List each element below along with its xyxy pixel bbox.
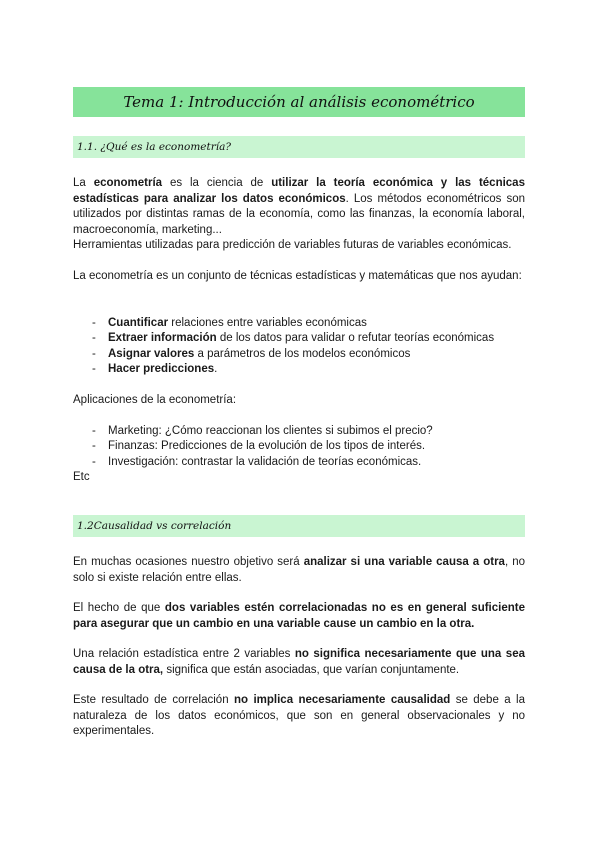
section-2-banner [73, 515, 525, 537]
list-item: - Asignar valores a parámetros de los modelos económicos [92, 348, 411, 360]
section-1-heading: 1.1. ¿Qué es la econometría? [77, 141, 231, 153]
etc-text: Etc [73, 471, 90, 483]
section-1-paragraph-1: La econometría es la ciencia de utilizar la teoría económica y las técnicas estadísticas para analizar los datos económicos. Los métodos econométricos son utilizados por distintas ramas de la economía, como las finanzas, la economía laboral, macroeconomía, marketing... [73, 177, 526, 236]
list-item: - Extraer información de los datos para validar o refutar teorías económicas [92, 332, 495, 344]
section-2-heading: 1.2Causalidad vs correlación [77, 520, 232, 532]
section-2-paragraph-2: El hecho de que dos variables estén correlacionadas no es en general suficiente para asegurar que un cambio en una variable cause un cambio en la otra. [73, 602, 525, 630]
section-1-banner [73, 136, 525, 158]
section-2-paragraph-3: Una relación estadística entre 2 variables no significa necesariamente que una sea causa de la otra, significa que están asociadas, que varían conjuntamente. [73, 648, 525, 676]
document-title: Tema 1: Introducción al análisis econométrico [123, 93, 475, 111]
list-item: - Hacer predicciones. [92, 363, 218, 375]
list-item: - Marketing: ¿Cómo reaccionan los clientes si subimos el precio? [92, 425, 433, 437]
list-item: - Cuantificar relaciones entre variables económicas [92, 317, 367, 329]
applications-intro: Aplicaciones de la econometría: [73, 394, 237, 406]
title-banner [73, 87, 525, 117]
section-1-paragraph-1b: Herramientas utilizadas para predicción de variables futuras de variables económicas. [73, 239, 512, 251]
section-2-paragraph-1: En muchas ocasiones nuestro objetivo será analizar si una variable causa a otra, no solo si existe relación entre ellas. [73, 556, 525, 584]
list-item: - Finanzas: Predicciones de la evolución de los tipos de interés. [92, 440, 426, 452]
list-item: - Investigación: contrastar la validación de teorías económicas. [92, 456, 422, 468]
section-2-paragraph-4: Este resultado de correlación no implica necesariamente causalidad se debe a la naturaleza de los datos económicos, que son en general observacionales y no experimentales. [73, 694, 526, 737]
section-1-paragraph-2: La econometría es un conjunto de técnicas estadísticas y matemáticas que nos ayudan: [73, 270, 522, 282]
